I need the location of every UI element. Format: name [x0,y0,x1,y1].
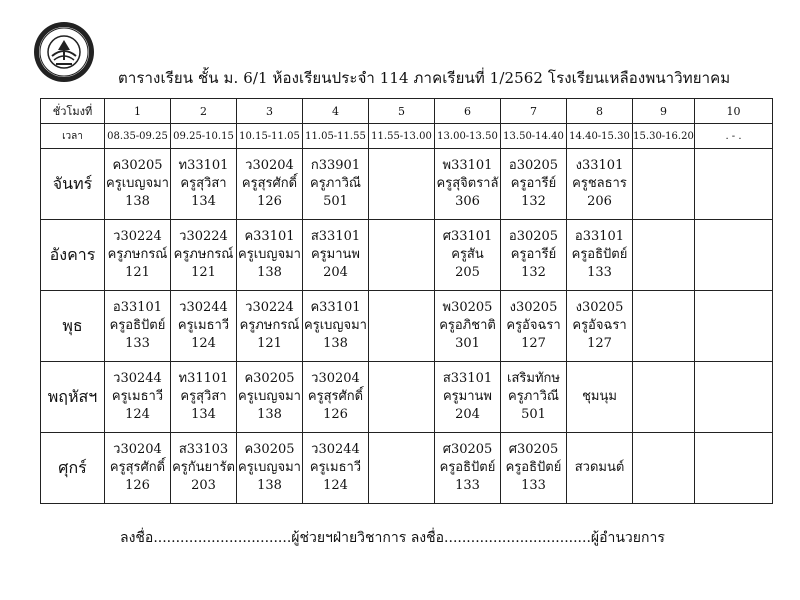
class-cell [435,433,501,504]
class-cell-line: ครูภาวิณี [310,176,361,191]
class-cell-line: ครูสุรศักดิ์ [109,460,166,475]
class-cell-line: ครูมานพ [442,389,492,404]
class-cell [695,291,773,362]
class-cell [501,149,567,220]
period-number: 1 [105,99,171,124]
class-cell-line: ง33101 [575,158,624,173]
class-cell-line: 133 [455,478,480,493]
class-cell [501,291,567,362]
page-title: ตารางเรียน ชั้น ม. 6/1 ห้องเรียนประจำ 114 ภาคเรียนที่ 1/2562 โรงเรียนเหลืองพนาวิทยาคม [118,69,731,87]
class-cell-line: 501 [521,407,546,422]
class-cell-line: 132 [521,265,546,280]
period-time: 13.00-13.50 [435,124,501,149]
class-cell-line: ครูเบญจมา [238,247,301,262]
class-cell-line: 138 [257,478,282,493]
class-cell-line: อ30205 [508,229,559,244]
class-cell-line: ส33101 [310,229,361,244]
class-cell [171,433,237,504]
class-cell [105,220,171,291]
class-cell [695,149,773,220]
class-cell-line: ค30205 [112,158,163,173]
day-name: พฤหัสฯ [41,362,105,433]
class-cell-line: 124 [125,407,150,422]
class-cell-line: ครูอัจฉรา [506,318,561,333]
class-cell-line: ครูอัจฉรา [572,318,627,333]
class-cell [369,220,435,291]
class-cell-line: ง30205 [575,300,624,315]
signature-line: ลงชื่อ...............................ผู้ช่วยฯฝ่ายวิชาการ ลงชื่อ.................................ผู้อำนวยการ [120,530,665,546]
class-cell-line: ครูสุวิสา [180,389,227,404]
class-cell [633,362,695,433]
class-cell [567,149,633,220]
class-cell-line: ครูภษกรณ์ [173,247,234,262]
class-cell [303,220,369,291]
period-time: 11.05-11.55 [303,124,369,149]
class-cell-line: 133 [521,478,546,493]
class-cell [105,362,171,433]
class-cell [435,291,501,362]
day-row [41,220,773,291]
class-cell [633,220,695,291]
period-time: 10.15-11.05 [237,124,303,149]
class-cell-line: 138 [257,407,282,422]
class-cell [567,291,633,362]
class-cell-line: อ33101 [574,229,625,244]
class-cell-line: 126 [125,478,150,493]
class-cell [303,291,369,362]
time-row [41,124,773,149]
class-cell-line: ส33103 [178,442,229,457]
period-time: 15.30-16.20 [633,124,695,149]
class-cell-line: ครูอธิปัตย์ [109,318,166,333]
class-cell [303,433,369,504]
class-cell-line: ครูชลธาร [572,176,627,191]
class-cell-line: 126 [257,194,282,209]
class-cell-line: 138 [257,265,282,280]
class-cell [237,362,303,433]
period-time: 13.50-14.40 [501,124,567,149]
class-cell-line: 306 [455,194,480,209]
class-cell-line: ว30244 [179,300,228,315]
class-cell-line: ว30224 [113,229,162,244]
class-cell [501,433,567,504]
class-cell-line: ศ30205 [508,442,559,457]
class-cell-line: ครูอธิปัตย์ [571,247,628,262]
class-cell [567,433,633,504]
class-cell [633,433,695,504]
class-cell-line: พ33101 [442,158,493,173]
class-cell-line: ค30205 [244,371,295,386]
class-cell-line: ครูอารีย์ [510,247,557,262]
class-cell-line: 132 [521,194,546,209]
class-cell-line: พ30205 [442,300,493,315]
class-cell-line: 138 [125,194,150,209]
class-cell [171,291,237,362]
day-name: พุธ [41,291,105,362]
class-cell [171,362,237,433]
class-cell-line: 205 [455,265,480,280]
class-cell [695,433,773,504]
day-name: จันทร์ [41,149,105,220]
timetable [40,98,773,504]
period-time: . - . [695,124,773,149]
class-cell-line: 134 [191,194,216,209]
class-cell-line: 127 [587,336,612,351]
class-cell-line: ครูสุจิตราลั [436,176,499,191]
period-time: 08.35-09.25 [105,124,171,149]
class-cell-line: เสริมทักษ [507,371,560,386]
period-time: 11.55-13.00 [369,124,435,149]
class-cell-line: ครูสุรศักดิ์ [307,389,364,404]
class-cell-line: ว30244 [311,442,360,457]
class-cell [435,220,501,291]
class-cell-line: ว30244 [113,371,162,386]
class-cell-line: ส33101 [442,371,493,386]
class-cell [435,362,501,433]
class-cell-line: ค30205 [244,442,295,457]
class-cell-line: 126 [323,407,348,422]
class-cell-line: ครูภาวิณี [508,389,559,404]
header-row [41,99,773,124]
class-cell [633,291,695,362]
class-cell-line: ค33101 [310,300,361,315]
class-cell-line: ก33901 [310,158,361,173]
class-cell [105,433,171,504]
class-cell-line: ครูเบญจมา [304,318,367,333]
class-cell-line: ครูภษกรณ์ [107,247,168,262]
class-cell [237,433,303,504]
class-cell-line: สวดมนต์ [574,460,625,475]
period-time: 09.25-10.15 [171,124,237,149]
day-row [41,149,773,220]
period-number: 4 [303,99,369,124]
class-cell-line: ชุมนุม [582,389,617,404]
period-number: 6 [435,99,501,124]
class-cell-line: ครูเบญจมา [238,389,301,404]
period-number: 8 [567,99,633,124]
class-cell-line: ครูสัน [451,247,484,262]
class-cell-line: 124 [191,336,216,351]
class-cell-line: ว30204 [113,442,162,457]
class-cell-line: ง30205 [509,300,558,315]
class-cell-line: 138 [323,336,348,351]
class-cell-line: ครูเมธาวี [309,460,362,475]
period-number: 9 [633,99,695,124]
class-cell-line: ครูสุรศักดิ์ [241,176,298,191]
day-row [41,362,773,433]
period-number: 3 [237,99,303,124]
class-cell [369,291,435,362]
class-cell-line: 204 [323,265,348,280]
class-cell [237,220,303,291]
class-cell-line: ศ30205 [442,442,493,457]
class-cell [435,149,501,220]
class-cell-line: ครูอภิชาติ [439,318,496,333]
class-cell-line: ครูกันยารัต [172,460,235,475]
class-cell-line: ครูอารีย์ [510,176,557,191]
period-number: 10 [695,99,773,124]
class-cell-line: 301 [455,336,480,351]
period-number: 5 [369,99,435,124]
class-cell-line: ครูอธิปัตย์ [439,460,496,475]
class-cell [105,149,171,220]
class-cell-line: ท33101 [178,158,229,173]
class-cell-line: ท31101 [178,371,229,386]
day-row [41,433,773,504]
class-cell-line: 124 [323,478,348,493]
class-cell-line: ว30204 [311,371,360,386]
class-cell [369,149,435,220]
period-number: 7 [501,99,567,124]
class-cell-line: ว30224 [179,229,228,244]
period-time: 14.40-15.30 [567,124,633,149]
class-cell [567,362,633,433]
class-cell-line: ครูสุวิสา [180,176,227,191]
class-cell-line: 203 [191,478,216,493]
class-cell-line: 133 [125,336,150,351]
class-cell-line: 134 [191,407,216,422]
class-cell-line: ครูเมธาวี [177,318,230,333]
class-cell [237,149,303,220]
period-number: 2 [171,99,237,124]
class-cell [501,362,567,433]
class-cell-line: 133 [587,265,612,280]
class-cell [501,220,567,291]
class-cell [237,291,303,362]
class-cell-line: ว30224 [245,300,294,315]
class-cell-line: ครูเบญจมา [106,176,169,191]
class-cell [369,362,435,433]
class-cell-line: 121 [125,265,150,280]
class-cell-line: ครูเมธาวี [111,389,164,404]
class-cell-line: 127 [521,336,546,351]
class-cell [303,149,369,220]
class-cell [171,149,237,220]
period-header-label: ชั่วโมงที่ [41,99,105,124]
class-cell-line: 206 [587,194,612,209]
class-cell-line: 121 [257,336,282,351]
day-row [41,291,773,362]
class-cell [303,362,369,433]
class-cell-line: อ30205 [508,158,559,173]
class-cell-line: 121 [191,265,216,280]
class-cell [567,220,633,291]
class-cell-line: ครูมานพ [310,247,360,262]
class-cell [695,362,773,433]
class-cell-line: อ33101 [112,300,163,315]
class-cell-line: ค33101 [244,229,295,244]
class-cell-line: ว30204 [245,158,294,173]
time-label: เวลา [41,124,105,149]
class-cell [105,291,171,362]
class-cell-line: ครูเบญจมา [238,460,301,475]
day-name: อังคาร [41,220,105,291]
class-cell [171,220,237,291]
class-cell-line: 204 [455,407,480,422]
day-name: ศุกร์ [41,433,105,504]
school-logo-icon [32,20,96,84]
class-cell [369,433,435,504]
class-cell-line: ครูอธิปัตย์ [505,460,562,475]
class-cell-line: 501 [323,194,348,209]
class-cell-line: ศ33101 [442,229,493,244]
class-cell [695,220,773,291]
class-cell [633,149,695,220]
class-cell-line: ครูภษกรณ์ [239,318,300,333]
